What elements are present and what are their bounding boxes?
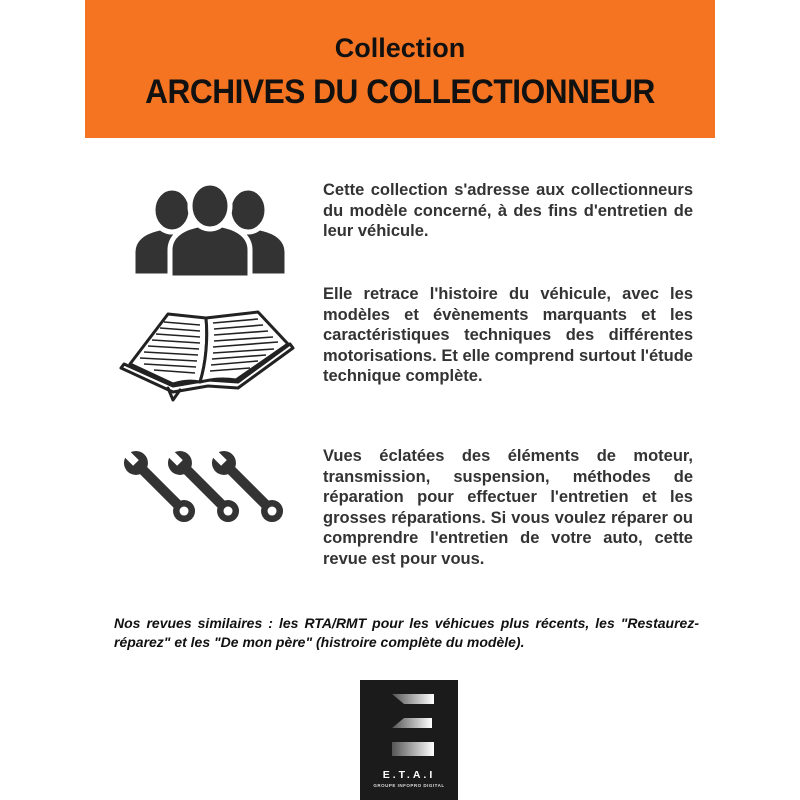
logo-group-label: GROUPE INFOPRO DIGITAL xyxy=(373,783,445,788)
etai-logo xyxy=(360,680,458,800)
open-book-icon xyxy=(118,308,296,404)
logo-name: E.T.A.I xyxy=(382,769,436,781)
section-history-text: Elle retrace l'histoire du véhicule, avec les modèles et évènements marquants et les caractéristiques techniques des différentes motorisations. Et elle comprend surtout l'étude technique complète. xyxy=(323,285,693,386)
section-repair-text: Vues éclatées des éléments de moteur, transmission, suspension, méthodes de réparation pour effectuer l'entretien et les grosses réparations. Si vous voulez réparer ou comprendre l'entretien de votre auto, cette revue est pour vous. xyxy=(323,447,693,568)
etai-logo-mark xyxy=(360,680,458,766)
collection-label: Collection xyxy=(334,33,466,63)
wrenches-icon xyxy=(118,444,288,530)
similar-magazines-note: Nos revues similaires : les RTA/RMT pour les véhicues plus récents, les "Restaurez-réparez" et les "De mon père" (histroire complète du modèle). xyxy=(114,615,699,650)
header-banner xyxy=(85,0,715,138)
page-title: ARCHIVES DU COLLECTIONNEUR xyxy=(145,73,655,111)
users-group-icon xyxy=(130,184,290,278)
section-audience-text: Cette collection s'adresse aux collectionneurs du modèle concerné, à des fins d'entretien de leur véhicule. xyxy=(323,181,693,241)
